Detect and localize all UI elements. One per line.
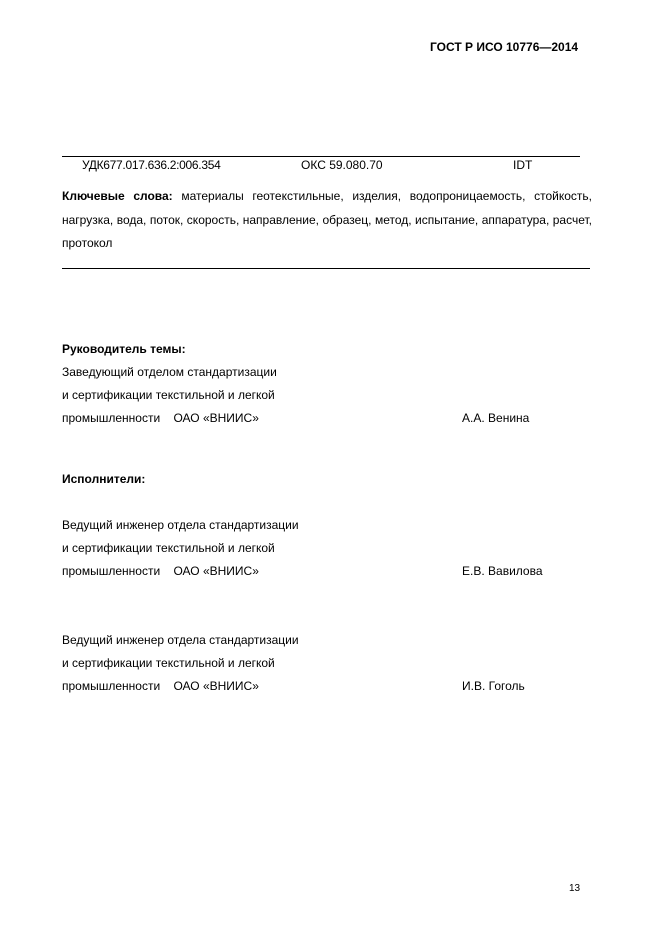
performer-line: Ведущий инженер отдела стандартизации (62, 633, 299, 647)
leader-heading: Руководитель темы: (62, 342, 186, 356)
oks-code: ОКС 59.080.70 (301, 158, 383, 172)
leader-line: и сертификации текстильной и легкой (62, 388, 275, 402)
performers-heading: Исполнители: (62, 472, 146, 486)
performer-name: И.В. Гоголь (462, 679, 525, 693)
keywords-text: материалы геотекстильные, изделия, водопроницаемость, стойкость, нагрузка, вода, поток, скорость, направление, образец, метод, испытание, аппаратура, расчет, протокол (62, 189, 592, 250)
leader-line: промышленности ОАО «ВНИИС» (62, 411, 259, 425)
standard-header: ГОСТ Р ИСО 10776—2014 (430, 40, 579, 54)
performer-line: и сертификации текстильной и легкой (62, 541, 275, 555)
top-rule (62, 156, 580, 157)
keywords (62, 185, 592, 256)
leader-name: А.А. Венина (462, 411, 530, 425)
leader-line: Заведующий отделом стандартизации (62, 365, 277, 379)
performer-name: Е.В. Вавилова (462, 564, 543, 578)
keywords-label: Ключевые слова: (62, 189, 173, 203)
udk-code: УДК677.017.636.2:006.354 (82, 158, 221, 172)
performer-line: и сертификации текстильной и легкой (62, 656, 275, 670)
page-number: 13 (569, 883, 581, 894)
performer-line: Ведущий инженер отдела стандартизации (62, 518, 299, 532)
bottom-rule (62, 268, 590, 269)
idt-label: IDT (513, 158, 533, 172)
performer-line: промышленности ОАО «ВНИИС» (62, 679, 259, 693)
performer-line: промышленности ОАО «ВНИИС» (62, 564, 259, 578)
